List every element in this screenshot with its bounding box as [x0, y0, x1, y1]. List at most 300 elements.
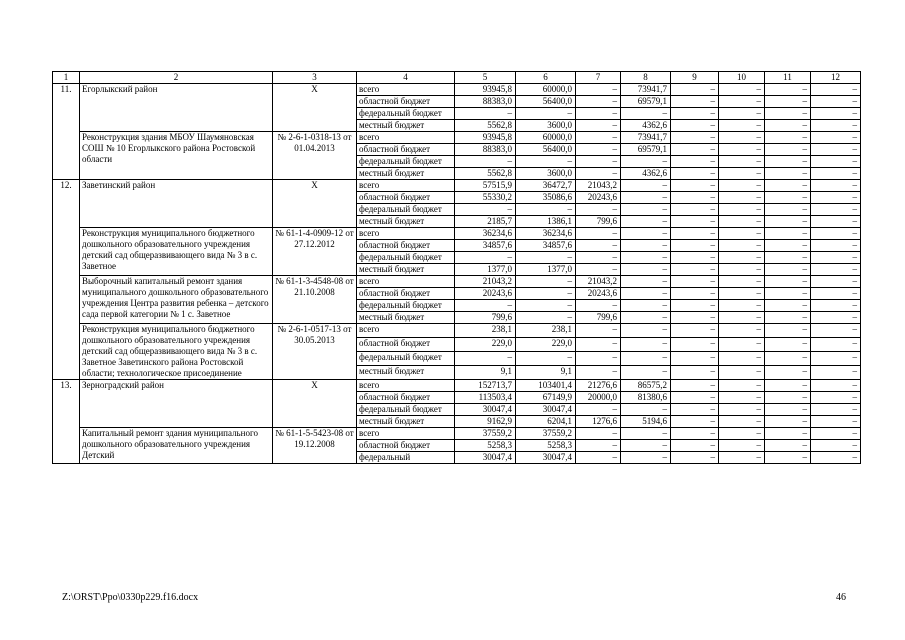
row-number: 11. [53, 84, 80, 180]
value-cell: – [621, 108, 671, 120]
value-cell: – [621, 276, 671, 288]
value-cell: – [765, 168, 811, 180]
row-number: 13. [53, 380, 80, 464]
column-number-cell: 12 [811, 72, 861, 84]
column-number-cell: 5 [455, 72, 516, 84]
value-cell: 88383,0 [455, 96, 516, 108]
value-cell: 69579,1 [621, 144, 671, 156]
value-cell: – [765, 216, 811, 228]
value-cell: – [719, 276, 765, 288]
value-cell: – [765, 120, 811, 132]
value-cell: 799,6 [576, 216, 621, 228]
value-cell: – [719, 144, 765, 156]
value-cell: – [576, 228, 621, 240]
value-cell: – [671, 144, 719, 156]
value-cell: – [671, 120, 719, 132]
value-cell: – [811, 192, 861, 204]
value-cell: – [765, 180, 811, 192]
value-cell: – [671, 168, 719, 180]
value-cell: – [765, 108, 811, 120]
column-number-cell: 4 [357, 72, 455, 84]
value-cell: – [719, 84, 765, 96]
document-ref: № 61-1-3-4548-08 от 21.10.2008 [273, 276, 357, 324]
value-cell: – [719, 216, 765, 228]
value-cell: – [455, 252, 516, 264]
table-row [53, 180, 861, 192]
value-cell: – [576, 156, 621, 168]
value-cell: 20243,6 [576, 192, 621, 204]
footer-file-path: Z:\ORST\Ppo\0330p229.f16.docx [62, 592, 199, 603]
value-cell: – [719, 204, 765, 216]
value-cell: 60000,0 [516, 132, 576, 144]
value-cell: – [719, 108, 765, 120]
funding-source: местный бюджет [357, 264, 455, 276]
value-cell: 229,0 [516, 338, 576, 352]
funding-source: федеральный бюджет [357, 352, 455, 366]
value-cell: – [516, 252, 576, 264]
value-cell: – [811, 440, 861, 452]
value-cell: 93945,8 [455, 84, 516, 96]
value-cell: – [576, 404, 621, 416]
value-cell: – [719, 132, 765, 144]
value-cell: – [621, 338, 671, 352]
value-cell: – [719, 366, 765, 380]
value-cell: – [811, 168, 861, 180]
value-cell: – [811, 252, 861, 264]
table-row [53, 380, 861, 392]
value-cell: – [719, 324, 765, 338]
value-cell: – [811, 392, 861, 404]
value-cell: – [765, 404, 811, 416]
value-cell: – [811, 380, 861, 392]
district-name: Егорлыкский район [80, 84, 273, 132]
value-cell: – [576, 264, 621, 276]
value-cell: – [811, 264, 861, 276]
value-cell: – [765, 324, 811, 338]
value-cell: – [516, 300, 576, 312]
table-row [53, 428, 861, 440]
value-cell: 6204,1 [516, 416, 576, 428]
value-cell: – [811, 338, 861, 352]
table-row [53, 228, 861, 240]
value-cell: – [671, 96, 719, 108]
value-cell: – [576, 96, 621, 108]
budget-table [52, 71, 861, 464]
value-cell: – [576, 300, 621, 312]
value-cell: – [765, 452, 811, 464]
value-cell: – [811, 300, 861, 312]
funding-source: местный бюджет [357, 366, 455, 380]
value-cell: 9162,9 [455, 416, 516, 428]
value-cell: 1386,1 [516, 216, 576, 228]
funding-source: всего [357, 180, 455, 192]
value-cell: 30047,4 [516, 452, 576, 464]
value-cell: – [516, 288, 576, 300]
value-cell: – [811, 416, 861, 428]
value-cell: – [765, 252, 811, 264]
value-cell: – [576, 204, 621, 216]
value-cell: – [811, 228, 861, 240]
value-cell: – [719, 440, 765, 452]
value-cell: – [455, 108, 516, 120]
value-cell: 3600,0 [516, 120, 576, 132]
value-cell: – [516, 352, 576, 366]
value-cell: – [811, 144, 861, 156]
funding-source: всего [357, 380, 455, 392]
value-cell: 60000,0 [516, 84, 576, 96]
value-cell: – [719, 404, 765, 416]
funding-source: федеральный [357, 452, 455, 464]
value-cell: – [671, 312, 719, 324]
document-ref: Х [273, 380, 357, 428]
column-number-cell: 7 [576, 72, 621, 84]
funding-source: всего [357, 84, 455, 96]
value-cell: – [671, 300, 719, 312]
value-cell: – [765, 312, 811, 324]
value-cell: 799,6 [455, 312, 516, 324]
value-cell: – [719, 120, 765, 132]
value-cell: – [811, 240, 861, 252]
value-cell: – [671, 264, 719, 276]
value-cell: 20243,6 [455, 288, 516, 300]
row-number: 12. [53, 180, 80, 380]
value-cell: 21043,2 [576, 276, 621, 288]
value-cell: – [621, 352, 671, 366]
value-cell: – [671, 380, 719, 392]
value-cell: – [719, 428, 765, 440]
value-cell: – [671, 180, 719, 192]
funding-source: федеральный бюджет [357, 404, 455, 416]
funding-source: местный бюджет [357, 168, 455, 180]
value-cell: – [811, 132, 861, 144]
funding-source: областной бюджет [357, 96, 455, 108]
document-ref: № 61-1-5-5423-08 от 19.12.2008 [273, 428, 357, 464]
value-cell: – [576, 168, 621, 180]
value-cell: – [719, 156, 765, 168]
value-cell: – [516, 108, 576, 120]
value-cell: – [765, 416, 811, 428]
table-row [53, 276, 861, 288]
value-cell: – [719, 300, 765, 312]
value-cell: – [719, 452, 765, 464]
value-cell: 81380,6 [621, 392, 671, 404]
value-cell: – [621, 312, 671, 324]
value-cell: – [576, 452, 621, 464]
value-cell: 2185,7 [455, 216, 516, 228]
column-number-cell: 10 [719, 72, 765, 84]
funding-source: федеральный бюджет [357, 204, 455, 216]
value-cell: – [671, 252, 719, 264]
column-number-cell: 11 [765, 72, 811, 84]
value-cell: – [765, 156, 811, 168]
value-cell: – [576, 252, 621, 264]
value-cell: – [811, 216, 861, 228]
funding-source: областной бюджет [357, 288, 455, 300]
value-cell: 20243,6 [576, 288, 621, 300]
value-cell: 69579,1 [621, 96, 671, 108]
value-cell: – [811, 204, 861, 216]
value-cell: 229,0 [455, 338, 516, 352]
value-cell: – [719, 288, 765, 300]
value-cell: 9,1 [516, 366, 576, 380]
value-cell: – [671, 366, 719, 380]
value-cell: – [765, 288, 811, 300]
value-cell: 9,1 [455, 366, 516, 380]
value-cell: – [671, 108, 719, 120]
value-cell: – [811, 288, 861, 300]
value-cell: 3600,0 [516, 168, 576, 180]
value-cell: 1377,0 [455, 264, 516, 276]
value-cell: – [765, 428, 811, 440]
value-cell: – [811, 108, 861, 120]
value-cell: – [811, 452, 861, 464]
value-cell: 238,1 [516, 324, 576, 338]
value-cell: – [811, 276, 861, 288]
value-cell: – [719, 180, 765, 192]
funding-source: федеральный бюджет [357, 300, 455, 312]
value-cell: 36234,6 [455, 228, 516, 240]
value-cell: – [811, 428, 861, 440]
funding-source: федеральный бюджет [357, 252, 455, 264]
value-cell: – [576, 440, 621, 452]
page-number: 46 [836, 592, 846, 603]
value-cell: – [765, 240, 811, 252]
value-cell: 37559,2 [516, 428, 576, 440]
funding-source: областной бюджет [357, 240, 455, 252]
value-cell: – [576, 366, 621, 380]
value-cell: – [621, 192, 671, 204]
value-cell: – [516, 156, 576, 168]
column-number-cell: 1 [53, 72, 80, 84]
value-cell: 30047,4 [516, 404, 576, 416]
document-ref: № 61-1-4-0909-12 от 27.12.2012 [273, 228, 357, 276]
value-cell: – [621, 404, 671, 416]
table-row [53, 324, 861, 338]
value-cell: – [811, 366, 861, 380]
document-ref: № 2-6-1-0517-13 от 30.05.2013 [273, 324, 357, 380]
value-cell: 30047,4 [455, 404, 516, 416]
value-cell: 73941,7 [621, 84, 671, 96]
document-ref: Х [273, 180, 357, 228]
funding-source: всего [357, 132, 455, 144]
value-cell: – [765, 338, 811, 352]
value-cell: – [621, 288, 671, 300]
funding-source: всего [357, 324, 455, 338]
value-cell: – [576, 144, 621, 156]
value-cell: – [671, 404, 719, 416]
value-cell: – [671, 192, 719, 204]
value-cell: 73941,7 [621, 132, 671, 144]
column-number-cell: 9 [671, 72, 719, 84]
value-cell: – [765, 228, 811, 240]
value-cell: 34857,6 [516, 240, 576, 252]
value-cell: – [811, 312, 861, 324]
value-cell: – [671, 156, 719, 168]
value-cell: – [576, 352, 621, 366]
value-cell: – [765, 300, 811, 312]
value-cell: – [811, 352, 861, 366]
value-cell: – [671, 440, 719, 452]
value-cell: – [719, 192, 765, 204]
value-cell: 34857,6 [455, 240, 516, 252]
value-cell: – [671, 288, 719, 300]
value-cell: 36472,7 [516, 180, 576, 192]
funding-source: областной бюджет [357, 392, 455, 404]
funding-source: местный бюджет [357, 216, 455, 228]
value-cell: 5258,3 [455, 440, 516, 452]
value-cell: 55330,2 [455, 192, 516, 204]
value-cell: – [671, 204, 719, 216]
value-cell: – [671, 352, 719, 366]
value-cell: – [765, 276, 811, 288]
value-cell: 93945,8 [455, 132, 516, 144]
value-cell: – [455, 300, 516, 312]
funding-source: местный бюджет [357, 416, 455, 428]
value-cell: – [621, 228, 671, 240]
value-cell: – [719, 392, 765, 404]
value-cell: – [671, 416, 719, 428]
value-cell: – [811, 180, 861, 192]
value-cell: – [516, 276, 576, 288]
value-cell: – [671, 452, 719, 464]
value-cell: – [621, 240, 671, 252]
value-cell: – [671, 216, 719, 228]
value-cell: – [671, 240, 719, 252]
column-number-cell: 6 [516, 72, 576, 84]
value-cell: 37559,2 [455, 428, 516, 440]
value-cell: – [765, 204, 811, 216]
value-cell: – [811, 404, 861, 416]
value-cell: 36234,6 [516, 228, 576, 240]
value-cell: – [621, 366, 671, 380]
column-number-row [53, 72, 861, 84]
funding-source: областной бюджет [357, 144, 455, 156]
value-cell: – [765, 380, 811, 392]
value-cell: – [455, 352, 516, 366]
value-cell: – [671, 84, 719, 96]
value-cell: – [576, 324, 621, 338]
value-cell: 238,1 [455, 324, 516, 338]
value-cell: – [719, 416, 765, 428]
value-cell: – [719, 338, 765, 352]
value-cell: – [811, 156, 861, 168]
value-cell: 4362,6 [621, 168, 671, 180]
document-ref: № 2-6-1-0318-13 от 01.04.2013 [273, 132, 357, 180]
value-cell: 67149,9 [516, 392, 576, 404]
value-cell: – [621, 324, 671, 338]
funding-source: всего [357, 276, 455, 288]
column-number-cell: 8 [621, 72, 671, 84]
object-name: Капитальный ремонт здания муниципального дошкольного образовательного учреждения Детский [80, 428, 273, 464]
document-ref: Х [273, 84, 357, 132]
value-cell: 21043,2 [455, 276, 516, 288]
value-cell: – [719, 228, 765, 240]
value-cell: – [719, 240, 765, 252]
value-cell: – [671, 132, 719, 144]
value-cell: – [719, 312, 765, 324]
table-row [53, 84, 861, 96]
value-cell: – [765, 366, 811, 380]
value-cell: – [811, 120, 861, 132]
value-cell: – [765, 192, 811, 204]
value-cell: – [576, 84, 621, 96]
value-cell: 88383,0 [455, 144, 516, 156]
value-cell: – [765, 96, 811, 108]
value-cell: – [811, 96, 861, 108]
funding-source: областной бюджет [357, 192, 455, 204]
value-cell: 21276,6 [576, 380, 621, 392]
value-cell: – [621, 216, 671, 228]
value-cell: 56400,0 [516, 144, 576, 156]
value-cell: – [719, 252, 765, 264]
value-cell: – [811, 84, 861, 96]
value-cell: 5562,8 [455, 120, 516, 132]
value-cell: – [765, 144, 811, 156]
value-cell: – [576, 240, 621, 252]
value-cell: – [576, 428, 621, 440]
funding-source: федеральный бюджет [357, 108, 455, 120]
value-cell: – [621, 180, 671, 192]
value-cell: – [621, 440, 671, 452]
value-cell: – [671, 392, 719, 404]
value-cell: – [576, 120, 621, 132]
value-cell: – [621, 452, 671, 464]
value-cell: – [671, 338, 719, 352]
value-cell: – [671, 276, 719, 288]
funding-source: областной бюджет [357, 338, 455, 352]
value-cell: – [621, 428, 671, 440]
value-cell: 1377,0 [516, 264, 576, 276]
value-cell: – [455, 204, 516, 216]
funding-source: местный бюджет [357, 120, 455, 132]
value-cell: – [811, 324, 861, 338]
value-cell: 103401,4 [516, 380, 576, 392]
value-cell: – [516, 312, 576, 324]
value-cell: – [621, 252, 671, 264]
value-cell: – [671, 324, 719, 338]
value-cell: 86575,2 [621, 380, 671, 392]
value-cell: 4362,6 [621, 120, 671, 132]
value-cell: – [765, 84, 811, 96]
value-cell: – [621, 300, 671, 312]
column-number-cell: 3 [273, 72, 357, 84]
value-cell: 152713,7 [455, 380, 516, 392]
value-cell: 5258,3 [516, 440, 576, 452]
object-name: Реконструкция муниципального бюджетного дошкольного образовательного учреждения детский сад общеразвивающего вида № 3 в с. Заветное [80, 228, 273, 276]
value-cell: 5194,6 [621, 416, 671, 428]
value-cell: – [516, 204, 576, 216]
funding-source: областной бюджет [357, 440, 455, 452]
value-cell: 20000,0 [576, 392, 621, 404]
value-cell: – [621, 264, 671, 276]
funding-source: федеральный бюджет [357, 156, 455, 168]
value-cell: 21043,2 [576, 180, 621, 192]
value-cell: – [765, 352, 811, 366]
value-cell: – [765, 440, 811, 452]
value-cell: – [719, 168, 765, 180]
value-cell: – [719, 264, 765, 276]
value-cell: – [671, 228, 719, 240]
value-cell: 57515,9 [455, 180, 516, 192]
table-row [53, 132, 861, 144]
value-cell: – [576, 132, 621, 144]
object-name: Выборочный капитальный ремонт здания муниципального дошкольного образовательного учреждения Центра развития ребенка – детского сада первой категории № 1 с. Заветное [80, 276, 273, 324]
value-cell: 56400,0 [516, 96, 576, 108]
value-cell: 35086,6 [516, 192, 576, 204]
value-cell: – [671, 428, 719, 440]
value-cell: 1276,6 [576, 416, 621, 428]
value-cell: 113503,4 [455, 392, 516, 404]
